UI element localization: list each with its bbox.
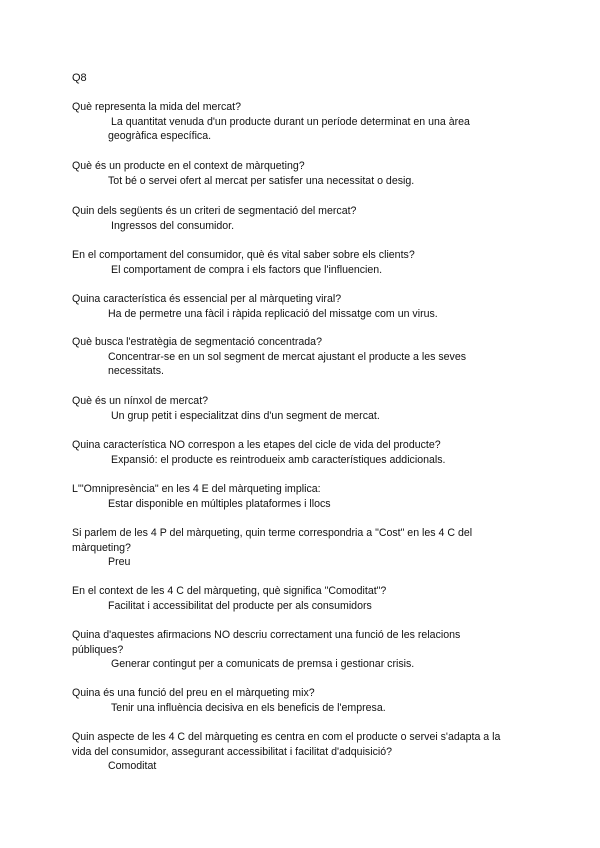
answer: Comoditat — [108, 760, 157, 772]
question: Què representa la mida del mercat? — [72, 101, 241, 113]
qa-item — [72, 686, 532, 715]
question: Què és un producte en el context de màrqueting? — [72, 160, 305, 172]
qa-item — [72, 730, 532, 774]
question: En el context de les 4 C del màrqueting, què significa "Comoditat"? — [72, 585, 387, 597]
answer: Ha de permetre una fàcil i ràpida replicació del missatge com un virus. — [108, 307, 438, 320]
answer-cont: necessitats. — [108, 365, 164, 377]
answer: Tot bé o servei ofert al mercat per satisfer una necessitat o desig. — [108, 174, 415, 187]
answer: Expansió: el producte es reintrodueix amb característiques addicionals. — [111, 453, 446, 466]
question-cont: públiques? — [72, 643, 124, 656]
qa-item — [72, 100, 532, 144]
question: En el comportament del consumidor, què és vital saber sobre els clients? — [72, 249, 415, 261]
qa-item — [72, 204, 532, 233]
answer: Concentrar-se en un sol segment de mercat ajustant el producte a les seves — [108, 350, 467, 363]
qa-item — [72, 292, 532, 321]
page-title: Q8 — [72, 72, 87, 84]
question: Quin aspecte de les 4 C del màrqueting es centra en com el producte o servei s'adapta a la — [72, 731, 501, 743]
qa-item — [72, 335, 532, 379]
question: Quina característica NO correspon a les etapes del cicle de vida del producte? — [72, 439, 441, 451]
answer: Tenir una influència decisiva en els beneficis de l'empresa. — [111, 701, 386, 714]
qa-item — [72, 394, 532, 423]
answer: El comportament de compra i els factors que l'influencien. — [111, 263, 383, 276]
answer: Preu — [108, 556, 131, 568]
qa-item — [72, 482, 532, 511]
answer: Ingressos del consumidor. — [111, 219, 235, 232]
answer: Estar disponible en múltiples plataformes i llocs — [108, 497, 331, 510]
answer-cont: geogràfica específica. — [108, 130, 212, 142]
qa-item — [72, 628, 532, 672]
qa-item — [72, 159, 532, 188]
question: Quina és una funció del preu en el màrqueting mix? — [72, 687, 315, 699]
question: Quina característica és essencial per al màrqueting viral? — [72, 293, 342, 305]
answer: La quantitat venuda d'un producte durant un període determinat en una àrea — [111, 115, 470, 128]
question: Quin dels següents és un criteri de segmentació del mercat? — [72, 205, 357, 217]
qa-item — [72, 438, 532, 467]
answer: Generar contingut per a comunicats de premsa i gestionar crisis. — [111, 658, 415, 670]
question-cont: vida del consumidor, assegurant accessibilitat i facilitat d'adquisició? — [72, 745, 393, 758]
qa-item — [72, 248, 532, 277]
qa-item — [72, 526, 532, 570]
qa-item — [72, 584, 532, 613]
question: Què és un nínxol de mercat? — [72, 395, 209, 407]
answer: Facilitat i accessibilitat del producte per als consumidors — [108, 599, 372, 612]
question: L'"Omnipresència" en les 4 E del màrqueting implica: — [72, 483, 321, 495]
answer: Un grup petit i especialitzat dins d'un segment de mercat. — [111, 409, 380, 422]
question: Què busca l'estratègia de segmentació concentrada? — [72, 336, 322, 348]
question: Quina d'aquestes afirmacions NO descriu correctament una funció de les relacions — [72, 629, 461, 641]
question-cont: màrqueting? — [72, 541, 131, 554]
question: Si parlem de les 4 P del màrqueting, quin terme correspondria a "Cost" en les 4 C del — [72, 527, 473, 539]
